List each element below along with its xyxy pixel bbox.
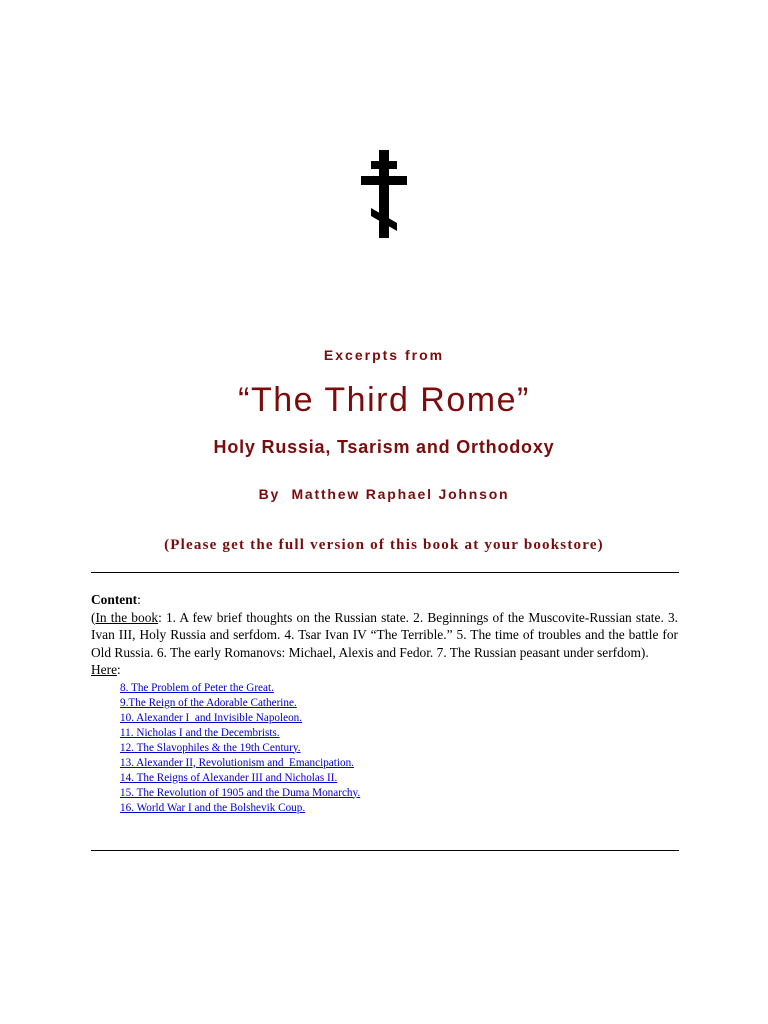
orthodox-cross-icon (361, 150, 407, 238)
in-book-summary (91, 609, 678, 662)
book-subtitle: Holy Russia, Tsarism and Orthodoxy (213, 437, 555, 457)
content-heading (91, 591, 678, 609)
bookstore-note: (Please get the full version of this book at your bookstore) (164, 537, 604, 553)
chapter-link-10[interactable]: 10. Alexander I and Invisible Napoleon. (120, 711, 303, 724)
book-title: “The Third Rome” (238, 381, 530, 419)
content-label: Content (91, 592, 138, 607)
chapter-link-12[interactable]: 12. The Slavophiles & the 19th Century. (120, 741, 301, 754)
list-item (120, 696, 678, 711)
list-item (120, 711, 678, 726)
list-item (120, 726, 678, 741)
list-item (120, 771, 678, 786)
in-book-label: In the book (95, 609, 159, 625)
chapter-link-11[interactable]: 11. Nicholas I and the Decembrists. (120, 726, 280, 739)
excerpts-label: Excerpts from (323, 347, 445, 363)
here-colon: : (117, 662, 121, 677)
here-label: Here (91, 662, 118, 677)
chapter-link-8[interactable]: 8. The Problem of Peter the Great. (120, 681, 274, 694)
chapter-link-15[interactable]: 15. The Revolution of 1905 and the Duma Monarchy. (120, 786, 361, 799)
list-item (120, 741, 678, 756)
list-item (120, 756, 678, 771)
open-paren: ( (91, 609, 96, 625)
chapter-link-16[interactable]: 16. World War I and the Bolshevik Coup. (120, 801, 306, 814)
divider-bottom (91, 850, 679, 851)
chapter-list (91, 681, 678, 816)
author-byline: By Matthew Raphael Johnson (258, 486, 510, 502)
here-heading (91, 661, 678, 679)
chapter-link-14[interactable]: 14. The Reigns of Alexander III and Nicholas II. (120, 771, 338, 784)
content-label-colon: : (137, 592, 141, 607)
content-section (91, 591, 678, 816)
chapter-link-13[interactable]: 13. Alexander II, Revolutionism and Emancipation. (120, 756, 354, 769)
list-item (120, 786, 678, 801)
list-item (120, 801, 678, 816)
list-item (120, 681, 678, 696)
in-book-text: : 1. A few brief thoughts on the Russian state. 2. Beginnings of the Muscovite-Russian state. 3. Ivan III, Holy Russia and serfdom. 4. Tsar Ivan IV “The Terrible.” 5. The time of troubles and the battle for Old Russia. 6. The early Romanovs: Michael, Alexis and Fedor. 7. The Russian peasant under serfdom). (91, 609, 678, 660)
chapter-link-9[interactable]: 9.The Reign of the Adorable Catherine. (120, 696, 297, 709)
divider-top (91, 572, 679, 573)
